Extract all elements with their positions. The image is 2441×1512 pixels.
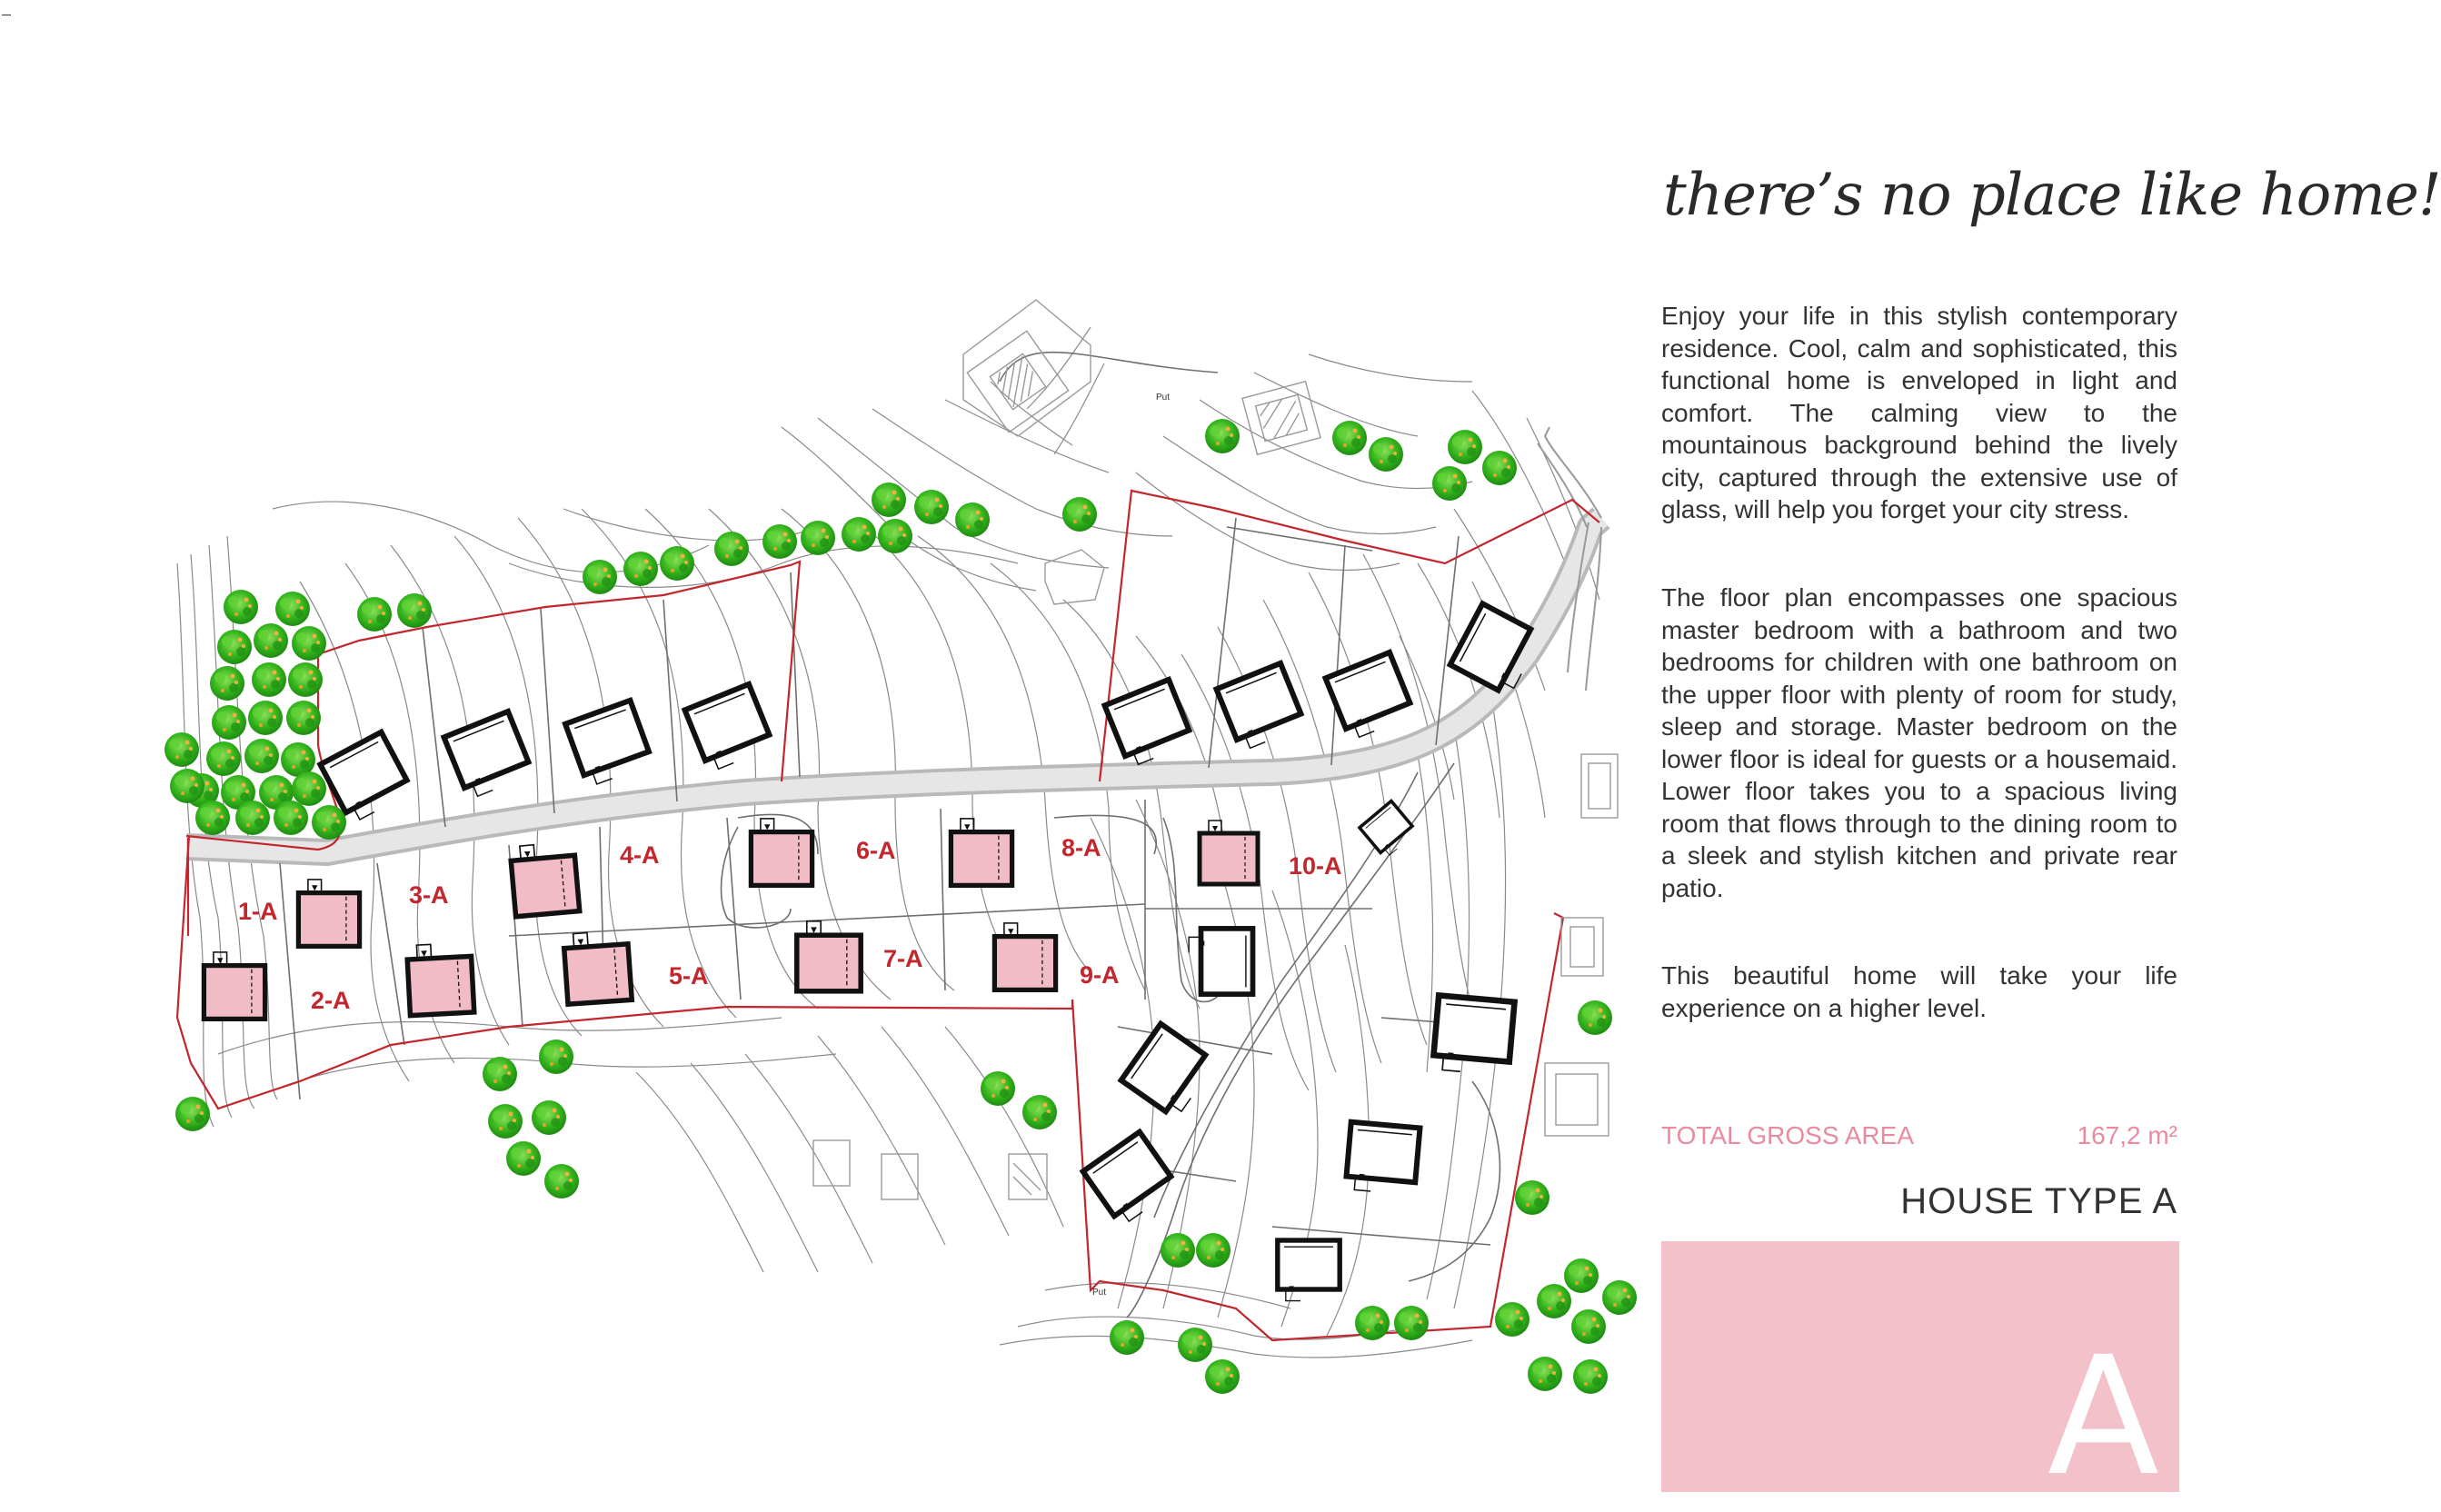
upper-row-houses	[320, 603, 1541, 1300]
house-outline	[1278, 1240, 1340, 1301]
lot-label-8: 8-A	[1061, 834, 1101, 861]
house-outline	[1083, 1132, 1179, 1227]
lot-label-1: 1-A	[238, 898, 278, 925]
house-outline	[565, 701, 653, 788]
house-outline	[1217, 663, 1306, 751]
lot-label-6: 6-A	[856, 837, 896, 864]
lot-label-10: 10-A	[1289, 852, 1342, 880]
trees	[164, 419, 1637, 1394]
house-a-8	[951, 819, 1011, 886]
house-a-6	[751, 819, 812, 886]
house-type-letter: A	[2047, 1322, 2159, 1512]
description-paragraph: This beautiful home will take your life experience on a higher level.	[1661, 961, 2177, 1022]
house-outline	[685, 684, 774, 772]
lot-label-2: 2-A	[311, 987, 351, 1014]
total-area-value: 167,2 m²	[2077, 1121, 2177, 1149]
house-outline	[1326, 652, 1415, 741]
house-a-5	[563, 930, 633, 1004]
description-paragraph: The floor plan encompasses one spacious master bedroom with a bathroom and two bedrooms for children with one bathroom on the upper floor with plenty of room for study, sleep and storage. Master bedroom on the lower floor is ideal for guests or a housemaid. Lower floor takes you to a spacious living room that flows through to the dining room to a sleek and stylish kitchen and private rear patio.	[1661, 583, 2177, 902]
house-a-3	[406, 942, 473, 1016]
tagline: there’s no place like home!	[1663, 162, 2441, 229]
road-label: Put	[1092, 1288, 1107, 1298]
house-outline	[1360, 801, 1417, 859]
total-area-label: TOTAL GROSS AREA	[1661, 1121, 1915, 1149]
lot-label-5: 5-A	[669, 962, 709, 990]
house-a-7	[797, 921, 861, 991]
house-outline	[1345, 1122, 1420, 1195]
lot-label-7: 7-A	[883, 945, 923, 972]
house-outline	[1432, 995, 1514, 1075]
house-outline	[444, 711, 533, 800]
house-a-10	[1200, 821, 1258, 884]
house-a-4	[510, 841, 580, 917]
house-a-1	[204, 952, 264, 1020]
house-type-swatch	[1661, 1241, 2179, 1512]
house-a-2	[298, 880, 359, 947]
house-type-title: HOUSE TYPE A	[1900, 1181, 2177, 1221]
house-outline	[1121, 1024, 1216, 1119]
description-paragraph: Enjoy your life in this stylish contemporary residence. Cool, calm and sophisticated, this functional home is enveloped in light and comfort. The calming view to the mountainous background behind the lively city, captured through the extensive use of glass, will help you forget your city stress.	[1661, 302, 2177, 523]
lot-label-4: 4-A	[620, 841, 660, 869]
house-outline	[1189, 929, 1252, 994]
lot-label-9: 9-A	[1080, 961, 1120, 989]
lot-label-3: 3-A	[409, 881, 449, 909]
road-label: Put	[1156, 393, 1171, 403]
house-a-9	[994, 923, 1055, 990]
